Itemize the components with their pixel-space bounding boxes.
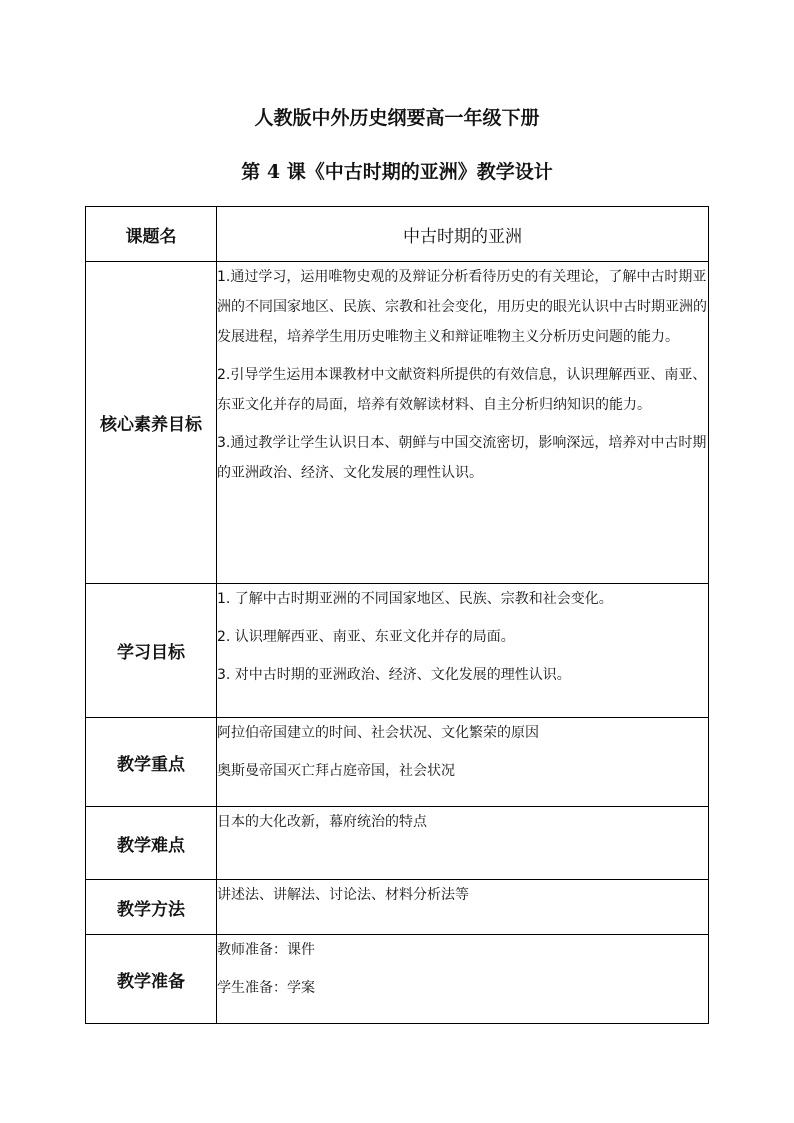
preparation-item: 教师准备：课件 <box>217 942 315 958</box>
key-point-item: 奥斯曼帝国灭亡拜占庭帝国，社会状况 <box>217 763 455 779</box>
difficulties-text: 日本的大化改新，幕府统治的特点 <box>217 807 709 880</box>
core-goal-item: 1.通过学习，运用唯物史观的及辩证分析看待历史的有关理论，了解中古时期亚洲的不同国家地区、民族、宗教和社会变化，用历史的眼光认识中古时期亚洲的发展进程，培养学生用历史唯物主义和辩证唯物主义分析历史问题的能力。 <box>217 269 707 345</box>
methods-label: 教学方法 <box>86 880 217 935</box>
key-points-content <box>217 718 709 807</box>
learning-goals-content <box>217 584 709 718</box>
lesson-title: 第 4 课《中古时期的亚洲》教学设计 <box>241 161 553 183</box>
core-goals-label: 核心素养目标 <box>86 262 217 584</box>
key-points-label: 教学重点 <box>86 718 217 807</box>
table-row-preparation <box>86 935 709 1024</box>
key-point-item: 阿拉伯帝国建立的时间、社会状况、文化繁荣的原因 <box>217 725 539 741</box>
table-row-topic <box>86 207 709 262</box>
difficulties-label: 教学难点 <box>86 807 217 880</box>
lesson-plan-table <box>85 206 709 1024</box>
methods-text: 讲述法、讲解法、讨论法、材料分析法等 <box>217 880 709 935</box>
core-goals-content <box>217 262 709 584</box>
topic-value: 中古时期的亚洲 <box>217 207 709 262</box>
core-goal-item: 3.通过教学让学生认识日本、朝鲜与中国交流密切，影响深远，培养对中古时期的亚洲政治、经济、文化发展的理性认识。 <box>217 435 707 481</box>
learning-goal-item: 1. 了解中古时期亚洲的不同国家地区、民族、宗教和社会变化。 <box>217 591 613 607</box>
learning-goal-item: 3. 对中古时期的亚洲政治、经济、文化发展的理性认识。 <box>217 667 571 683</box>
document-title: 人教版中外历史纲要高一年级下册 <box>254 107 540 129</box>
core-goal-item: 2.引导学生运用本课教材中文献资料所提供的有效信息，认识理解西亚、南亚、东亚文化并存的局面，培养有效解读材料、自主分析归纳知识的能力。 <box>217 367 707 413</box>
preparation-label: 教学准备 <box>86 935 217 1024</box>
table-row-methods <box>86 880 709 935</box>
table-row-core-goals <box>86 262 709 584</box>
table-row-key-points <box>86 718 709 807</box>
table-row-difficulties <box>86 807 709 880</box>
topic-label: 课题名 <box>86 207 217 262</box>
preparation-content <box>217 935 709 1024</box>
table-row-learning-goals <box>86 584 709 718</box>
preparation-item: 学生准备：学案 <box>217 980 315 996</box>
learning-goals-label: 学习目标 <box>86 584 217 718</box>
learning-goal-item: 2. 认识理解西亚、南亚、东亚文化并存的局面。 <box>217 629 515 645</box>
